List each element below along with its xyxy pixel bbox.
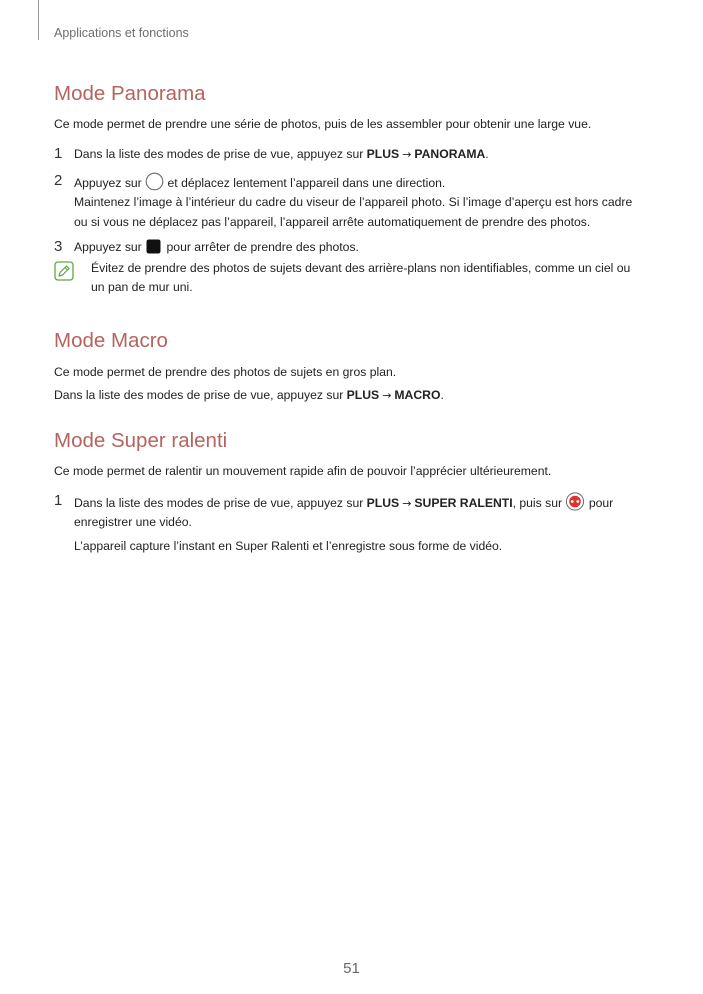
panorama-step-3 xyxy=(54,238,654,258)
page-edge-rule xyxy=(38,0,39,40)
step-number: 1 xyxy=(54,491,63,509)
record-button-icon xyxy=(565,492,585,511)
macro-intro: Ce mode permet de prendre des photos de sujets en gros plan. xyxy=(54,364,397,379)
menu-plus: PLUS xyxy=(366,147,400,161)
panorama-step-1 xyxy=(54,145,654,165)
step-text xyxy=(74,238,654,258)
step-text xyxy=(74,172,654,194)
macro-instruction xyxy=(54,386,654,405)
panorama-step-2 xyxy=(54,172,654,233)
shutter-circle-icon xyxy=(145,172,164,191)
step-text-line-3: L’appareil capture l’instant en Super Ralenti et l’enregistre sous forme de vidéo. xyxy=(74,538,503,553)
super-slow-intro: Ce mode permet de ralentir un mouvement rapide afin de pouvoir l’apprécier ultérieurement. xyxy=(54,463,552,478)
step-number: 3 xyxy=(54,238,63,255)
section-title-panorama: Mode Panorama xyxy=(54,82,206,105)
arrow-icon: → xyxy=(382,388,392,402)
step-text-part: et déplacez lentement l’appareil dans une direction. xyxy=(164,175,446,190)
step-text xyxy=(74,492,654,514)
section-title-super-slow: Mode Super ralenti xyxy=(54,428,228,452)
menu-panorama: PANORAMA xyxy=(414,147,486,161)
super-slow-step-1 xyxy=(54,492,654,557)
step-text-part: pour arrêter de prendre des photos. xyxy=(163,240,359,254)
panorama-note xyxy=(54,259,654,298)
step-text-line-3: ou si vous ne déplacez pas l’appareil, l’appareil arrête automatiquement de prendre des photos. xyxy=(74,214,591,229)
page-number: 51 xyxy=(343,960,360,977)
step-text xyxy=(74,145,654,165)
note-line-1: Évitez de prendre des photos de sujets devant des arrière-plans non identifiables, comme un ciel ou xyxy=(91,260,631,275)
step-text-part: , puis sur xyxy=(512,495,566,510)
step-number: 1 xyxy=(54,145,63,162)
panorama-intro: Ce mode permet de prendre une série de photos, puis de les assembler pour obtenir une large vue. xyxy=(54,117,592,131)
note-pencil-icon xyxy=(54,261,74,281)
step-text-part: pour xyxy=(585,495,614,510)
arrow-icon: → xyxy=(402,496,412,510)
macro-text-part: . xyxy=(440,387,444,402)
step-text-part: Dans la liste des modes de prise de vue, appuyez sur xyxy=(74,495,367,510)
menu-super-ralenti: SUPER RALENTI xyxy=(414,495,513,510)
step-text-part: . xyxy=(485,147,489,161)
running-header: Applications et fonctions xyxy=(54,26,189,40)
step-text-part: Appuyez sur xyxy=(74,240,146,254)
step-text-part: Appuyez sur xyxy=(74,175,146,190)
step-text-line-2: Maintenez l’image à l’intérieur du cadre du viseur de l’appareil photo. Si l’image d’aperçu est hors cadre xyxy=(74,195,633,209)
macro-text-part: Dans la liste des modes de prise de vue, appuyez sur xyxy=(54,387,347,402)
menu-plus: PLUS xyxy=(346,387,380,402)
page-content xyxy=(54,80,654,556)
step-text-part: Dans la liste des modes de prise de vue, appuyez sur xyxy=(74,147,367,161)
menu-plus: PLUS xyxy=(366,495,400,510)
stop-square-icon xyxy=(145,238,162,255)
menu-macro: MACRO xyxy=(394,387,441,402)
section-title-macro: Mode Macro xyxy=(54,328,168,352)
step-text-line-2: enregistrer une vidéo. xyxy=(74,515,192,529)
step-number: 2 xyxy=(54,171,63,189)
arrow-icon: → xyxy=(402,148,412,161)
note-line-2: un pan de mur uni. xyxy=(91,280,193,294)
